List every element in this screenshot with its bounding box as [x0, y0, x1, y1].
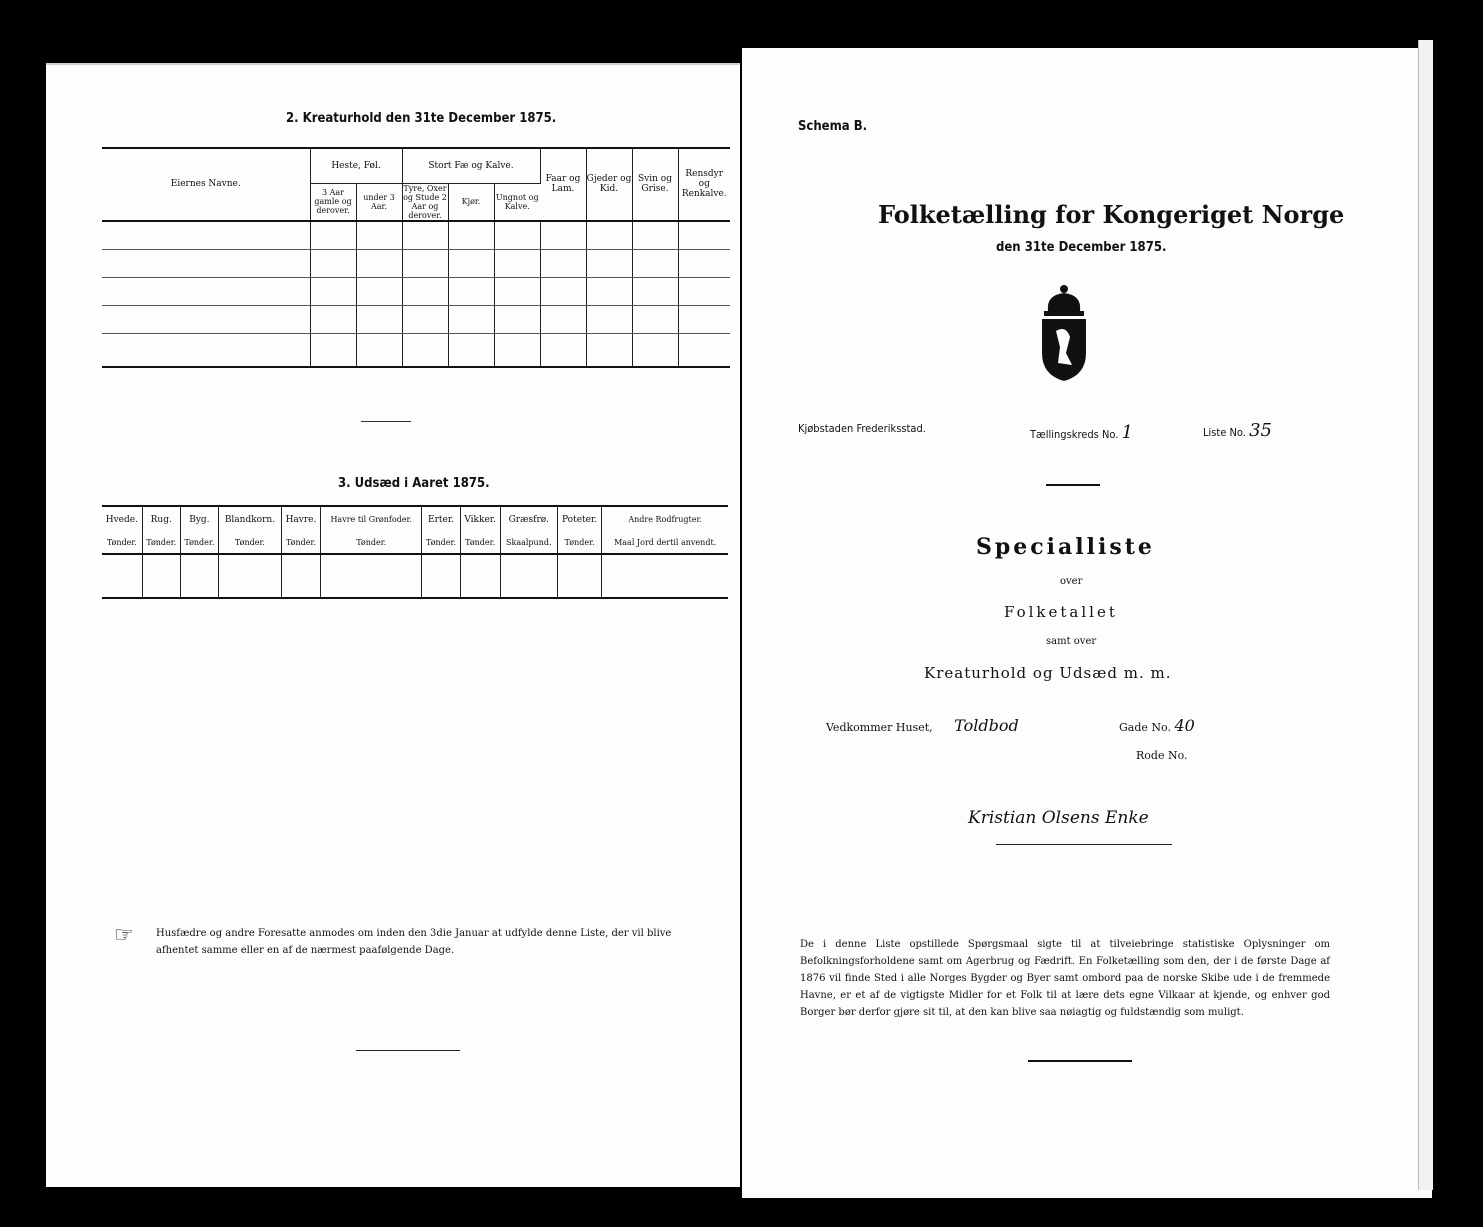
- schema-label: Schema B.: [798, 119, 868, 134]
- crop-header: Vikker.: [460, 507, 500, 532]
- unit-label: Maal Jord dertil anvendt.: [614, 538, 717, 547]
- pointing-hand-icon: ☞: [114, 923, 134, 948]
- section2-title: 2. Kreaturhold den 31te December 1875.: [286, 111, 557, 126]
- heste-group-header: Heste, Føl.: [310, 149, 402, 183]
- gade-label: Gade No.: [1119, 721, 1171, 734]
- crop-header: Blandkorn.: [218, 507, 281, 532]
- crop-header: Byg.: [180, 507, 218, 532]
- unit-label: Tønder.: [102, 532, 142, 554]
- table-cell: [102, 221, 310, 367]
- list-value: 35: [1249, 420, 1272, 441]
- crop-header: Poteter.: [557, 507, 601, 532]
- crop-header: Andre Rodfrugter.: [628, 515, 702, 524]
- sowing-table: [102, 507, 728, 599]
- crop-header: Havre.: [281, 507, 320, 532]
- notice-text: Husfædre og andre Foresatte anmodes om inden den 3die Januar at udfylde denne Liste, der vil blive afhentet samme eller en af de nærmest paafølgende Dage.: [156, 928, 672, 956]
- kjor-header: Kjør.: [448, 183, 494, 221]
- gade-value: 40: [1174, 716, 1195, 735]
- unit-label: Tønder.: [321, 532, 422, 554]
- signature: Kristian Olsens Enke: [968, 808, 1149, 828]
- gjeder-header: Gjeder og Kid.: [586, 149, 632, 221]
- census-date: den 31te December 1875.: [996, 240, 1167, 255]
- specialliste-title: Specialliste: [976, 534, 1155, 560]
- over-label: over: [1060, 576, 1083, 587]
- coat-of-arms-icon: [1036, 283, 1092, 383]
- unit-label: Skaalpund.: [500, 532, 557, 554]
- tyre-header: Tyre, Oxer og Stude 2 Aar og derover.: [403, 183, 447, 220]
- place-label: Kjøbstaden Frederiksstad.: [798, 422, 926, 435]
- explanation-text: De i denne Liste opstillede Spørgsmaal sigte til at tilveiebringe statistiske Oplysninger om Befolkningsforholdene samt om Agerbrug og Fædrift. En Folketælling som den, der i de første Dage af 1876 vil finde Sted i alle Norges Bygder og Byer samt ombord paa de norske Skibe ude i de fremmede Havne, er et af de vigtigste Midler for et Folk til at lære dets egne Vilkaar at kjende, og enhver god Borger bør derfor gjøre sit til, at den kan blive saa nøiagtig og fuldstændig som muligt.: [800, 939, 1330, 1018]
- district-label: Tællingskreds No.: [1030, 428, 1119, 441]
- unit-label: Tønder.: [180, 532, 218, 554]
- page-edge: [1418, 40, 1433, 1190]
- svin-header: Svin og Grise.: [632, 149, 678, 221]
- unit-label: Tønder.: [142, 532, 180, 554]
- crop-header: Rug.: [142, 507, 180, 532]
- house-value: Toldbod: [954, 716, 1019, 735]
- unit-label: Tønder.: [460, 532, 500, 554]
- unit-label: Tønder.: [557, 532, 601, 554]
- rode-label: Rode No.: [1136, 749, 1188, 762]
- samt-over-label: samt over: [1046, 636, 1097, 647]
- unit-label: Tønder.: [281, 532, 320, 554]
- crop-header: Græsfrø.: [500, 507, 557, 532]
- faar-header: Faar og Lam.: [540, 149, 586, 221]
- heste-under3-header: under 3 Aar.: [356, 183, 402, 221]
- rensdyr-header: Rensdyr og Renkalve.: [681, 169, 727, 200]
- unit-label: Tønder.: [218, 532, 281, 554]
- fae-group-header: Stort Fæ og Kalve.: [402, 149, 540, 183]
- left-page: [46, 63, 740, 1187]
- list-label: Liste No.: [1203, 426, 1246, 439]
- kreatur-title: Kreaturhold og Udsæd m. m.: [924, 664, 1172, 682]
- crop-header: Erter.: [422, 507, 460, 532]
- district-value: 1: [1121, 422, 1133, 443]
- right-page: [742, 48, 1432, 1198]
- ungnot-header: Ungnot og Kalve.: [495, 192, 539, 211]
- main-title: Folketælling for Kongeriget Norge: [878, 200, 1345, 229]
- house-label: Vedkommer Huset,: [826, 721, 933, 734]
- crop-header: Havre til Grønfoder.: [321, 507, 422, 532]
- heste-3aar-header: 3 Aar gamle og derover.: [310, 183, 356, 221]
- crop-header: Hvede.: [102, 507, 142, 532]
- unit-label: Tønder.: [422, 532, 460, 554]
- owner-col-header: Eiernes Navne.: [102, 149, 310, 221]
- section3-title: 3. Udsæd i Aaret 1875.: [338, 476, 490, 491]
- livestock-table: [102, 149, 730, 368]
- folketallet-label: Folketallet: [1004, 603, 1118, 621]
